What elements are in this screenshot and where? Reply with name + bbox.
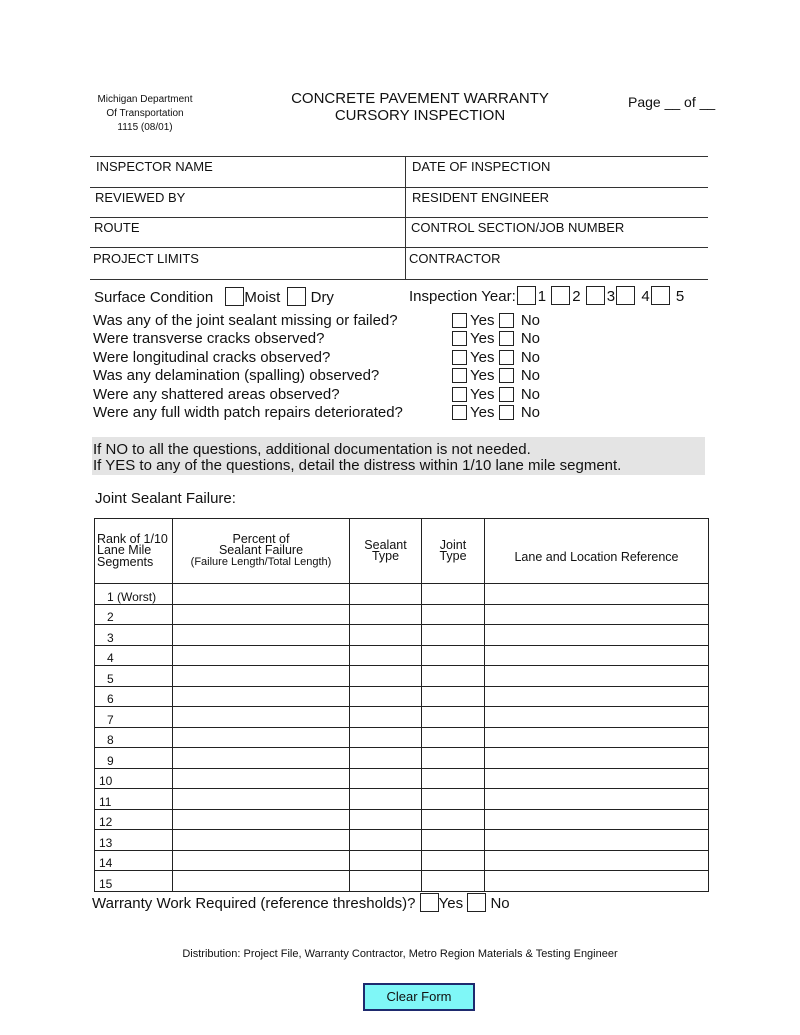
no-label: No [520, 349, 541, 366]
title-line-2: CURSORY INSPECTION [334, 107, 506, 124]
warranty-yes-label: Yes [438, 895, 464, 912]
lane-location-cell[interactable] [485, 871, 709, 892]
header-text: Percent of [232, 531, 290, 546]
question-shattered: Were any shattered areas observed? [93, 386, 340, 403]
surface-condition-label: Surface Condition [94, 289, 214, 306]
question-transverse: Were transverse cracks observed? [93, 330, 325, 347]
yes-checkbox[interactable] [452, 387, 467, 402]
agency-block [80, 93, 210, 135]
sealant-type-cell[interactable] [350, 727, 422, 748]
table-row [95, 789, 709, 810]
header-text: (Failure Length/Total Length) [190, 555, 332, 568]
dry-checkbox[interactable] [287, 287, 306, 306]
no-checkbox[interactable] [499, 368, 514, 383]
rank-cell: 1 (Worst) [95, 584, 173, 605]
route-field[interactable]: ROUTE [94, 220, 140, 235]
header-text: Type [371, 549, 400, 563]
year-2-checkbox[interactable] [551, 286, 570, 305]
percent-cell[interactable] [173, 768, 350, 789]
warranty-question [92, 893, 510, 912]
table-row [95, 707, 709, 728]
divider [90, 156, 708, 157]
no-label: No [520, 367, 541, 384]
percent-cell[interactable] [173, 727, 350, 748]
table-row [95, 830, 709, 851]
table-row [95, 850, 709, 871]
divider [90, 279, 708, 280]
percent-cell[interactable] [173, 645, 350, 666]
joint-type-cell[interactable] [422, 666, 485, 687]
joint-type-cell[interactable] [422, 768, 485, 789]
divider [90, 187, 708, 188]
rank-cell: 5 [95, 666, 173, 687]
question-patch-repairs: Were any full width patch repairs deteriorated? [93, 404, 403, 421]
project-limits-field[interactable]: PROJECT LIMITS [93, 251, 199, 266]
column-header-rank [95, 519, 173, 584]
joint-type-cell[interactable] [422, 645, 485, 666]
no-label: No [520, 312, 541, 329]
sealant-type-cell[interactable] [350, 809, 422, 830]
header-text: Joint [439, 537, 467, 552]
joint-type-cell[interactable] [422, 584, 485, 605]
joint-type-cell[interactable] [422, 727, 485, 748]
answer-longitudinal [452, 349, 540, 366]
table-row [95, 666, 709, 687]
sealant-type-cell[interactable] [350, 625, 422, 646]
column-header-sealant-type [350, 519, 422, 584]
year-1-checkbox[interactable] [517, 286, 536, 305]
header-text: Sealant [364, 537, 407, 552]
table-header [95, 519, 709, 584]
yes-checkbox[interactable] [452, 405, 467, 420]
joint-type-cell[interactable] [422, 850, 485, 871]
table-row [95, 748, 709, 769]
header-text: Lane Mile [97, 543, 152, 558]
inspection-year-label: Inspection Year: [409, 288, 516, 305]
table-row [95, 768, 709, 789]
moist-label: Moist [244, 289, 281, 306]
rank-cell: 11 [95, 789, 173, 810]
divider [90, 247, 708, 248]
warranty-no-checkbox[interactable] [467, 893, 486, 912]
percent-cell[interactable] [173, 871, 350, 892]
percent-cell[interactable] [173, 707, 350, 728]
yes-label: Yes [470, 386, 495, 403]
warranty-yes-checkbox[interactable] [420, 893, 439, 912]
rank-cell: 8 [95, 727, 173, 748]
sealant-type-cell[interactable] [350, 666, 422, 687]
table-row [95, 584, 709, 605]
yes-label: Yes [470, 312, 495, 329]
rank-cell: 3 [95, 625, 173, 646]
title-line-1: CONCRETE PAVEMENT WARRANTY [291, 90, 549, 107]
sealant-type-cell[interactable] [350, 707, 422, 728]
no-label: No [520, 330, 541, 347]
lane-location-cell[interactable] [485, 768, 709, 789]
rank-cell: 15 [95, 871, 173, 892]
no-checkbox[interactable] [499, 405, 514, 420]
sealant-type-cell[interactable] [350, 584, 422, 605]
rank-cell: 4 [95, 645, 173, 666]
percent-cell[interactable] [173, 809, 350, 830]
percent-cell[interactable] [173, 625, 350, 646]
agency-name: Michigan Department [97, 94, 193, 105]
surface-condition [94, 287, 334, 306]
percent-cell[interactable] [173, 850, 350, 871]
lane-location-cell[interactable] [485, 666, 709, 687]
distribution-note: Distribution: Project File, Warranty Contractor, Metro Region Materials & Testing Engineer [182, 948, 618, 960]
no-checkbox[interactable] [499, 387, 514, 402]
lane-location-cell[interactable] [485, 809, 709, 830]
yes-label: Yes [470, 404, 495, 421]
joint-type-cell[interactable] [422, 830, 485, 851]
warranty-no-label: No [490, 895, 510, 912]
table-row [95, 871, 709, 892]
dry-label: Dry [310, 289, 334, 306]
date-of-inspection-field[interactable]: DATE OF INSPECTION [412, 159, 551, 174]
percent-cell[interactable] [173, 584, 350, 605]
lane-location-cell[interactable] [485, 604, 709, 625]
table-row [95, 625, 709, 646]
percent-cell[interactable] [173, 830, 350, 851]
yes-label: Yes [470, 367, 495, 384]
column-header-joint-type [422, 519, 485, 584]
form-number: 1115 (08/01) [117, 122, 173, 133]
rank-cell: 7 [95, 707, 173, 728]
no-checkbox[interactable] [499, 331, 514, 346]
yes-checkbox[interactable] [452, 331, 467, 346]
section-title: Joint Sealant Failure: [95, 490, 236, 507]
yes-label: Yes [470, 330, 495, 347]
rank-cell: 9 [95, 748, 173, 769]
moist-checkbox[interactable] [225, 287, 244, 306]
percent-cell[interactable] [173, 686, 350, 707]
answer-shattered [452, 386, 540, 403]
question-delamination: Was any delamination (spalling) observed? [93, 367, 380, 384]
sealant-type-cell[interactable] [350, 830, 422, 851]
lane-location-cell[interactable] [485, 789, 709, 810]
year-4-checkbox[interactable] [616, 286, 635, 305]
joint-type-cell[interactable] [422, 707, 485, 728]
divider [90, 217, 708, 218]
reviewed-by-field[interactable]: REVIEWED BY [95, 190, 186, 205]
joint-type-cell[interactable] [422, 604, 485, 625]
answer-transverse [452, 330, 540, 347]
no-checkbox[interactable] [499, 313, 514, 328]
sealant-type-cell[interactable] [350, 789, 422, 810]
inspection-year [409, 286, 684, 305]
no-checkbox[interactable] [499, 350, 514, 365]
year-2-label: 2 [572, 288, 581, 305]
no-label: No [520, 386, 541, 403]
table-row [95, 686, 709, 707]
table-row [95, 809, 709, 830]
joint-type-cell[interactable] [422, 871, 485, 892]
lane-location-cell[interactable] [485, 727, 709, 748]
year-5-label: 5 [675, 288, 685, 305]
sealant-type-cell[interactable] [350, 850, 422, 871]
notice-line-2: If YES to any of the questions, detail the distress within 1/10 lane mile segment. [93, 457, 622, 474]
notice-box [92, 437, 705, 475]
header-text: Sealant Failure [218, 543, 304, 558]
contractor-field[interactable]: CONTRACTOR [409, 251, 501, 266]
yes-checkbox[interactable] [452, 313, 467, 328]
question-sealant: Was any of the joint sealant missing or failed? [93, 312, 398, 329]
joint-type-cell[interactable] [422, 686, 485, 707]
header-text: Segments [97, 554, 154, 569]
table-row [95, 727, 709, 748]
rank-cell: 10 [95, 768, 173, 789]
year-4-label: 4 [641, 288, 650, 305]
lane-location-cell[interactable] [485, 748, 709, 769]
percent-cell[interactable] [173, 748, 350, 769]
clear-form-button[interactable]: Clear Form [363, 983, 475, 1011]
rank-cell: 13 [95, 830, 173, 851]
header-text: Rank of 1/10 [97, 531, 168, 546]
column-header-percent [173, 519, 350, 584]
rank-cell: 14 [95, 850, 173, 871]
sealant-type-cell[interactable] [350, 871, 422, 892]
answer-delamination [452, 367, 540, 384]
notice-line-1: If NO to all the questions, additional documentation is not needed. [93, 441, 531, 458]
answer-patch-repairs [452, 404, 540, 421]
table-row [95, 604, 709, 625]
page-number[interactable]: Page __ of __ [628, 94, 716, 110]
control-section-field[interactable]: CONTROL SECTION/JOB NUMBER [411, 220, 625, 235]
joint-type-cell[interactable] [422, 789, 485, 810]
joint-type-cell[interactable] [422, 748, 485, 769]
percent-cell[interactable] [173, 604, 350, 625]
agency-name-2: Of Transportation [106, 108, 184, 119]
lane-location-cell[interactable] [485, 686, 709, 707]
year-1-label: 1 [537, 288, 547, 305]
yes-checkbox[interactable] [452, 368, 467, 383]
joint-type-cell[interactable] [422, 625, 485, 646]
yes-checkbox[interactable] [452, 350, 467, 365]
lane-location-cell[interactable] [485, 584, 709, 605]
form-title [260, 90, 580, 124]
lane-location-cell[interactable] [485, 830, 709, 851]
rank-cell: 2 [95, 604, 173, 625]
percent-cell[interactable] [173, 666, 350, 687]
no-label: No [520, 404, 541, 421]
joint-type-cell[interactable] [422, 809, 485, 830]
sealant-type-cell[interactable] [350, 748, 422, 769]
year-3-label: 3 [606, 288, 616, 305]
lane-location-cell[interactable] [485, 707, 709, 728]
percent-cell[interactable] [173, 789, 350, 810]
answer-sealant [452, 312, 540, 329]
lane-location-cell[interactable] [485, 645, 709, 666]
resident-engineer-field[interactable]: RESIDENT ENGINEER [412, 190, 550, 205]
year-5-checkbox[interactable] [651, 286, 670, 305]
sealant-type-cell[interactable] [350, 645, 422, 666]
sealant-type-cell[interactable] [350, 686, 422, 707]
year-3-checkbox[interactable] [586, 286, 605, 305]
yes-label: Yes [470, 349, 495, 366]
inspector-name-field[interactable]: INSPECTOR NAME [96, 159, 213, 174]
warranty-label: Warranty Work Required (reference thresholds)? [92, 895, 416, 912]
lane-location-cell[interactable] [485, 625, 709, 646]
rank-cell: 6 [95, 686, 173, 707]
sealant-type-cell[interactable] [350, 604, 422, 625]
joint-sealant-table [94, 518, 709, 892]
question-longitudinal: Were longitudinal cracks observed? [93, 349, 331, 366]
header-text: Type [439, 549, 467, 563]
divider-vertical [405, 156, 406, 280]
rank-cell: 12 [95, 809, 173, 830]
table-row [95, 645, 709, 666]
sealant-type-cell[interactable] [350, 768, 422, 789]
column-header-lane-location: Lane and Location Reference [485, 519, 709, 584]
lane-location-cell[interactable] [485, 850, 709, 871]
